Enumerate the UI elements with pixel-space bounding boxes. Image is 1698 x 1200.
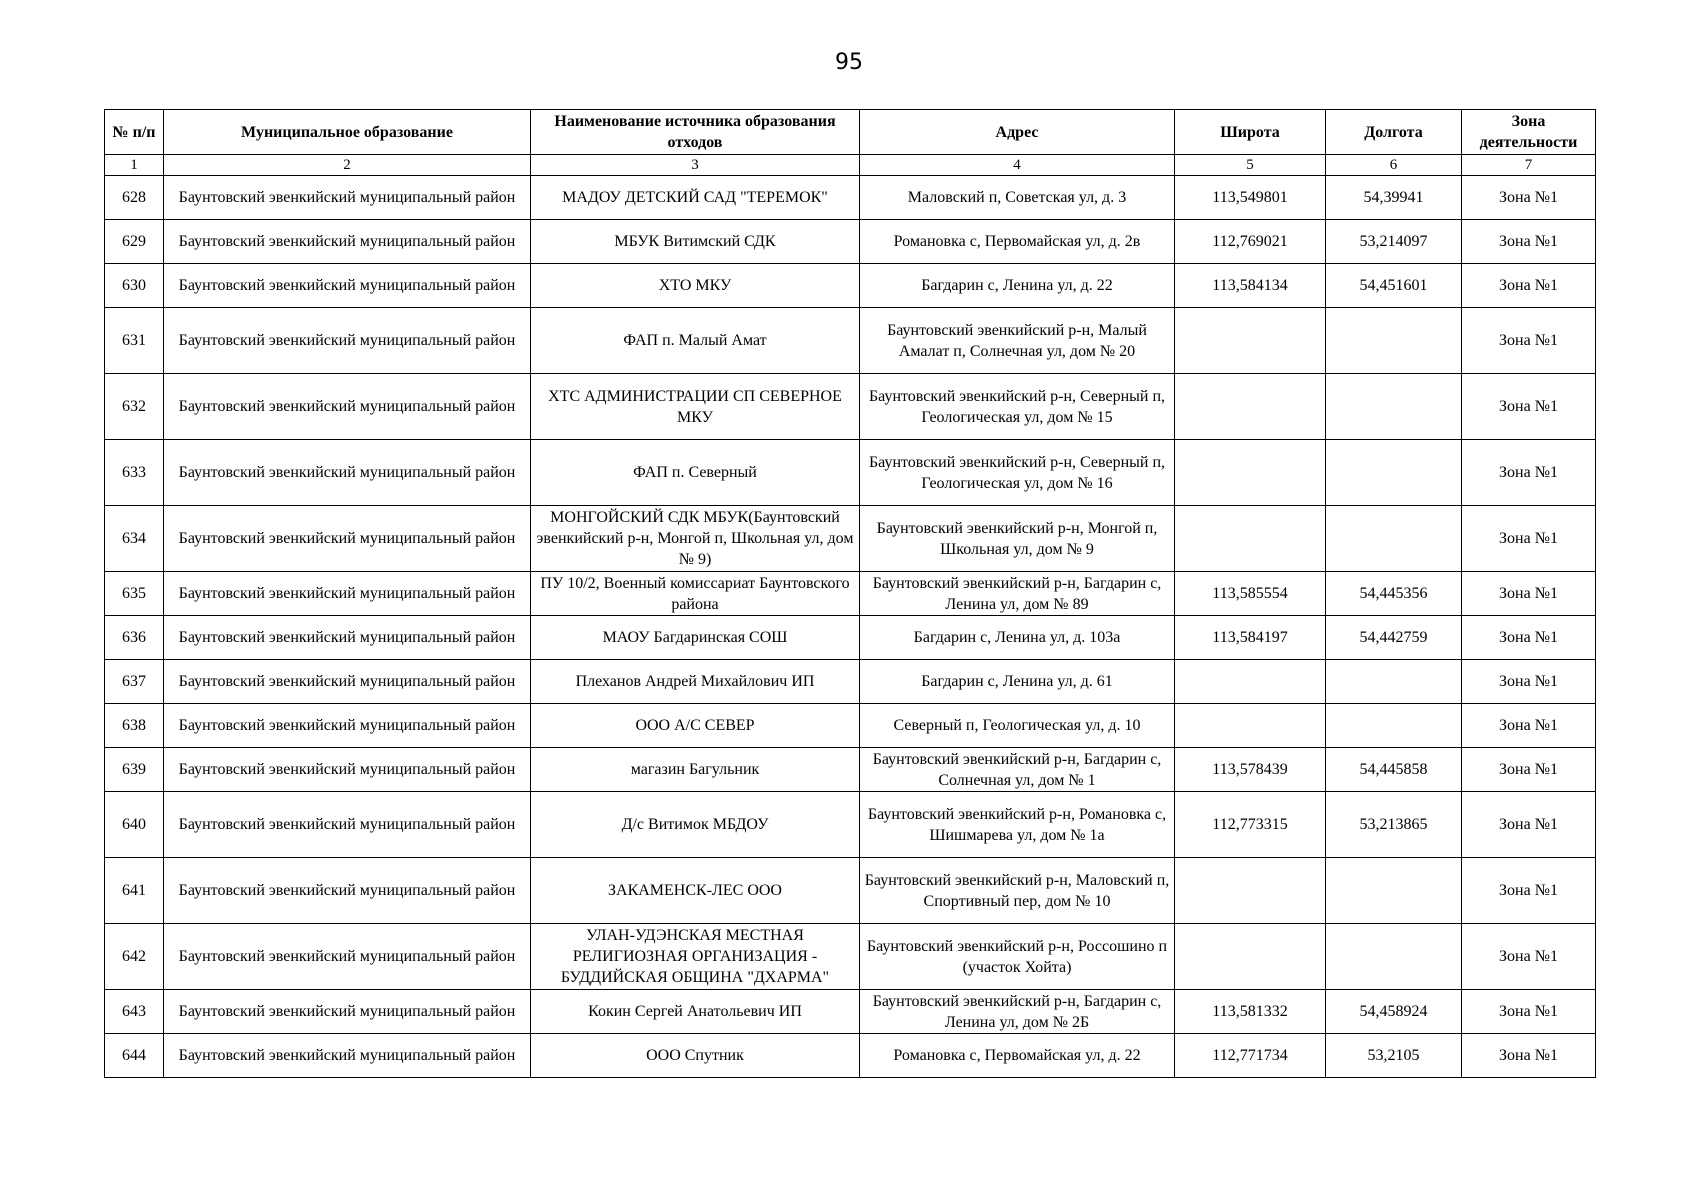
- latitude-cell: [1175, 308, 1326, 374]
- table-row: [105, 264, 1596, 308]
- latitude-cell: 112,773315: [1175, 792, 1326, 858]
- municipality-cell: Баунтовский эвенкийский муниципальный район: [164, 704, 531, 748]
- longitude-cell: [1326, 704, 1462, 748]
- longitude-cell: 53,213865: [1326, 792, 1462, 858]
- column-number: 1: [105, 155, 164, 176]
- zone-cell: Зона №1: [1462, 220, 1596, 264]
- latitude-cell: [1175, 440, 1326, 506]
- column-number: 2: [164, 155, 531, 176]
- zone-cell: Зона №1: [1462, 924, 1596, 990]
- column-number: 6: [1326, 155, 1462, 176]
- zone-cell: Зона №1: [1462, 616, 1596, 660]
- header-cell-municipality: Муниципальное образование: [164, 110, 531, 155]
- latitude-cell: 113,549801: [1175, 176, 1326, 220]
- municipality-cell: Баунтовский эвенкийский муниципальный район: [164, 264, 531, 308]
- source-cell: ПУ 10/2, Военный комиссариат Баунтовского района: [531, 572, 860, 616]
- zone-cell: Зона №1: [1462, 990, 1596, 1034]
- header-cell-number: № п/п: [105, 110, 164, 155]
- table-row: [105, 616, 1596, 660]
- longitude-cell: 53,2105: [1326, 1034, 1462, 1078]
- source-cell: УЛАН-УДЭНСКАЯ МЕСТНАЯ РЕЛИГИОЗНАЯ ОРГАНИЗАЦИЯ - БУДДИЙСКАЯ ОБЩИНА "ДХАРМА": [531, 924, 860, 990]
- longitude-cell: 54,451601: [1326, 264, 1462, 308]
- page-number: 95: [835, 50, 863, 75]
- header-cell-latitude: Широта: [1175, 110, 1326, 155]
- source-cell: Д/с Витимок МБДОУ: [531, 792, 860, 858]
- waste-sources-table: [104, 109, 1596, 1078]
- latitude-cell: [1175, 858, 1326, 924]
- zone-cell: Зона №1: [1462, 858, 1596, 924]
- row-number: 634: [105, 506, 164, 572]
- longitude-cell: 54,442759: [1326, 616, 1462, 660]
- zone-cell: Зона №1: [1462, 176, 1596, 220]
- municipality-cell: Баунтовский эвенкийский муниципальный район: [164, 374, 531, 440]
- longitude-cell: [1326, 506, 1462, 572]
- longitude-cell: [1326, 660, 1462, 704]
- row-number: 636: [105, 616, 164, 660]
- longitude-cell: [1326, 374, 1462, 440]
- table-row: [105, 858, 1596, 924]
- table-row: [105, 1034, 1596, 1078]
- zone-cell: Зона №1: [1462, 572, 1596, 616]
- latitude-cell: 113,585554: [1175, 572, 1326, 616]
- row-number: 644: [105, 1034, 164, 1078]
- latitude-cell: 113,584197: [1175, 616, 1326, 660]
- header-cell-zone: Зона деятельности: [1462, 110, 1596, 155]
- address-cell: Баунтовский эвенкийский р-н, Россошино п (участок Хойта): [860, 924, 1175, 990]
- latitude-cell: 113,578439: [1175, 748, 1326, 792]
- source-cell: ФАП п. Малый Амат: [531, 308, 860, 374]
- latitude-cell: 113,581332: [1175, 990, 1326, 1034]
- zone-cell: Зона №1: [1462, 374, 1596, 440]
- table-row: [105, 506, 1596, 572]
- address-cell: Маловский п, Советская ул, д. 3: [860, 176, 1175, 220]
- table-row: [105, 176, 1596, 220]
- latitude-cell: [1175, 924, 1326, 990]
- address-cell: Романовка с, Первомайская ул, д. 22: [860, 1034, 1175, 1078]
- address-cell: Багдарин с, Ленина ул, д. 103а: [860, 616, 1175, 660]
- zone-cell: Зона №1: [1462, 264, 1596, 308]
- table-row: [105, 748, 1596, 792]
- source-cell: магазин Багульник: [531, 748, 860, 792]
- row-number: 639: [105, 748, 164, 792]
- address-cell: Багдарин с, Ленина ул, д. 22: [860, 264, 1175, 308]
- address-cell: Баунтовский эвенкийский р-н, Маловский п, Спортивный пер, дом № 10: [860, 858, 1175, 924]
- municipality-cell: Баунтовский эвенкийский муниципальный район: [164, 924, 531, 990]
- municipality-cell: Баунтовский эвенкийский муниципальный район: [164, 748, 531, 792]
- municipality-cell: Баунтовский эвенкийский муниципальный район: [164, 616, 531, 660]
- table-row: [105, 374, 1596, 440]
- zone-cell: Зона №1: [1462, 660, 1596, 704]
- row-number: 637: [105, 660, 164, 704]
- municipality-cell: Баунтовский эвенкийский муниципальный район: [164, 1034, 531, 1078]
- source-cell: ФАП п. Северный: [531, 440, 860, 506]
- latitude-cell: [1175, 704, 1326, 748]
- longitude-cell: 54,445858: [1326, 748, 1462, 792]
- latitude-cell: 113,584134: [1175, 264, 1326, 308]
- longitude-cell: 54,39941: [1326, 176, 1462, 220]
- source-cell: Плеханов Андрей Михайлович ИП: [531, 660, 860, 704]
- longitude-cell: [1326, 440, 1462, 506]
- latitude-cell: [1175, 374, 1326, 440]
- zone-cell: Зона №1: [1462, 704, 1596, 748]
- column-number: 7: [1462, 155, 1596, 176]
- longitude-cell: [1326, 924, 1462, 990]
- source-cell: ХТО МКУ: [531, 264, 860, 308]
- table-row: [105, 572, 1596, 616]
- source-cell: Кокин Сергей Анатольевич ИП: [531, 990, 860, 1034]
- address-cell: Баунтовский эвенкийский р-н, Северный п, Геологическая ул, дом № 16: [860, 440, 1175, 506]
- latitude-cell: [1175, 660, 1326, 704]
- address-cell: Романовка с, Первомайская ул, д. 2в: [860, 220, 1175, 264]
- row-number: 643: [105, 990, 164, 1034]
- column-number: 5: [1175, 155, 1326, 176]
- row-number: 633: [105, 440, 164, 506]
- table-header-row: [105, 110, 1596, 155]
- source-cell: МАДОУ ДЕТСКИЙ САД "ТЕРЕМОК": [531, 176, 860, 220]
- header-cell-source: Наименование источника образования отходов: [531, 110, 860, 155]
- row-number: 640: [105, 792, 164, 858]
- municipality-cell: Баунтовский эвенкийский муниципальный район: [164, 176, 531, 220]
- latitude-cell: 112,771734: [1175, 1034, 1326, 1078]
- address-cell: Северный п, Геологическая ул, д. 10: [860, 704, 1175, 748]
- zone-cell: Зона №1: [1462, 308, 1596, 374]
- latitude-cell: 112,769021: [1175, 220, 1326, 264]
- header-cell-longitude: Долгота: [1326, 110, 1462, 155]
- row-number: 631: [105, 308, 164, 374]
- zone-cell: Зона №1: [1462, 792, 1596, 858]
- table-row: [105, 704, 1596, 748]
- longitude-cell: 54,445356: [1326, 572, 1462, 616]
- table-row: [105, 308, 1596, 374]
- municipality-cell: Баунтовский эвенкийский муниципальный район: [164, 858, 531, 924]
- table-row: [105, 220, 1596, 264]
- source-cell: МОНГОЙСКИЙ СДК МБУК(Баунтовский эвенкийский р-н, Монгой п, Школьная ул, дом № 9): [531, 506, 860, 572]
- row-number: 628: [105, 176, 164, 220]
- municipality-cell: Баунтовский эвенкийский муниципальный район: [164, 506, 531, 572]
- municipality-cell: Баунтовский эвенкийский муниципальный район: [164, 990, 531, 1034]
- municipality-cell: Баунтовский эвенкийский муниципальный район: [164, 792, 531, 858]
- table-row: [105, 792, 1596, 858]
- source-cell: ЗАКАМЕНСК-ЛЕС ООО: [531, 858, 860, 924]
- table-row: [105, 924, 1596, 990]
- zone-cell: Зона №1: [1462, 440, 1596, 506]
- source-cell: ООО Спутник: [531, 1034, 860, 1078]
- row-number: 629: [105, 220, 164, 264]
- row-number: 632: [105, 374, 164, 440]
- source-cell: ООО А/С СЕВЕР: [531, 704, 860, 748]
- source-cell: МАОУ Багдаринская СОШ: [531, 616, 860, 660]
- longitude-cell: [1326, 308, 1462, 374]
- row-number: 638: [105, 704, 164, 748]
- municipality-cell: Баунтовский эвенкийский муниципальный район: [164, 308, 531, 374]
- source-cell: МБУК Витимский СДК: [531, 220, 860, 264]
- source-cell: ХТС АДМИНИСТРАЦИИ СП СЕВЕРНОЕ МКУ: [531, 374, 860, 440]
- address-cell: Баунтовский эвенкийский р-н, Багдарин с, Ленина ул, дом № 89: [860, 572, 1175, 616]
- municipality-cell: Баунтовский эвенкийский муниципальный район: [164, 440, 531, 506]
- column-number: 4: [860, 155, 1175, 176]
- latitude-cell: [1175, 506, 1326, 572]
- column-numbers-row: [105, 155, 1596, 176]
- address-cell: Баунтовский эвенкийский р-н, Багдарин с, Солнечная ул, дом № 1: [860, 748, 1175, 792]
- zone-cell: Зона №1: [1462, 748, 1596, 792]
- longitude-cell: 54,458924: [1326, 990, 1462, 1034]
- municipality-cell: Баунтовский эвенкийский муниципальный район: [164, 220, 531, 264]
- row-number: 642: [105, 924, 164, 990]
- longitude-cell: 53,214097: [1326, 220, 1462, 264]
- address-cell: Баунтовский эвенкийский р-н, Северный п, Геологическая ул, дом № 15: [860, 374, 1175, 440]
- row-number: 630: [105, 264, 164, 308]
- row-number: 641: [105, 858, 164, 924]
- zone-cell: Зона №1: [1462, 1034, 1596, 1078]
- table-row: [105, 990, 1596, 1034]
- address-cell: Баунтовский эвенкийский р-н, Багдарин с, Ленина ул, дом № 2Б: [860, 990, 1175, 1034]
- address-cell: Багдарин с, Ленина ул, д. 61: [860, 660, 1175, 704]
- municipality-cell: Баунтовский эвенкийский муниципальный район: [164, 660, 531, 704]
- longitude-cell: [1326, 858, 1462, 924]
- table-row: [105, 660, 1596, 704]
- row-number: 635: [105, 572, 164, 616]
- address-cell: Баунтовский эвенкийский р-н, Монгой п, Школьная ул, дом № 9: [860, 506, 1175, 572]
- header-cell-address: Адрес: [860, 110, 1175, 155]
- column-number: 3: [531, 155, 860, 176]
- address-cell: Баунтовский эвенкийский р-н, Романовка с, Шишмарева ул, дом № 1а: [860, 792, 1175, 858]
- municipality-cell: Баунтовский эвенкийский муниципальный район: [164, 572, 531, 616]
- table-row: [105, 440, 1596, 506]
- zone-cell: Зона №1: [1462, 506, 1596, 572]
- address-cell: Баунтовский эвенкийский р-н, Малый Амалат п, Солнечная ул, дом № 20: [860, 308, 1175, 374]
